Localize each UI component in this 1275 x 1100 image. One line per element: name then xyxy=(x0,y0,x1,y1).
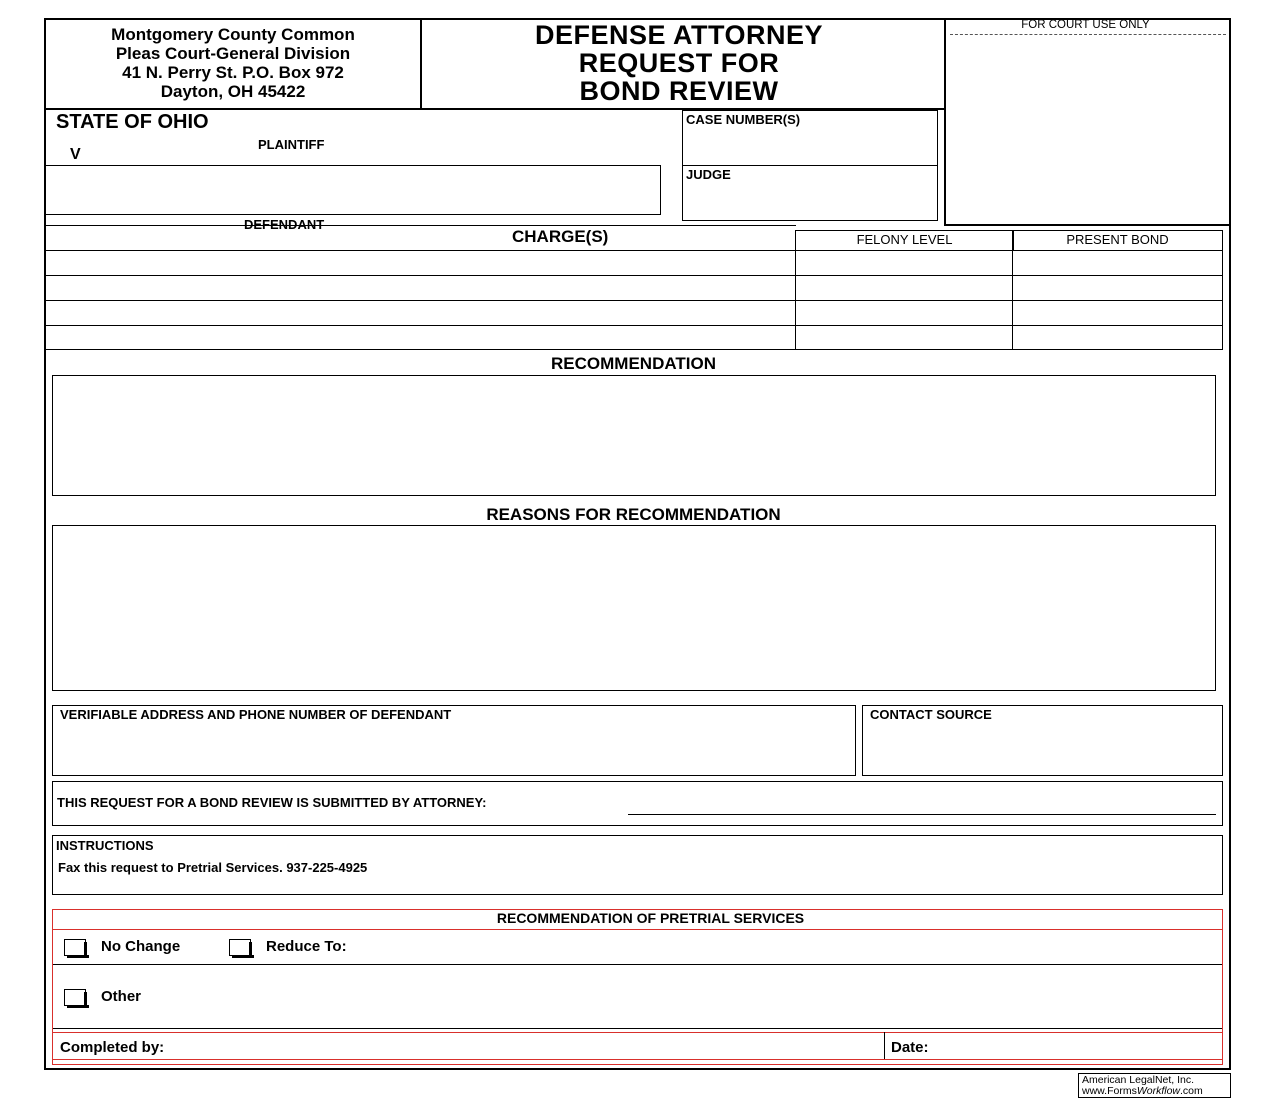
felony-cell[interactable] xyxy=(800,304,1008,324)
other-checkbox[interactable] xyxy=(64,989,86,1006)
address-phone-label: VERIFIABLE ADDRESS AND PHONE NUMBER OF DEFENDANT xyxy=(60,707,452,722)
bond-cell[interactable] xyxy=(1017,254,1217,274)
bond-cell[interactable] xyxy=(1017,304,1217,324)
court-address-line: 41 N. Perry St. P.O. Box 972 xyxy=(122,63,344,82)
charge-cell[interactable] xyxy=(50,254,790,274)
other-input[interactable] xyxy=(150,975,1210,1021)
charges-row-rule xyxy=(44,300,1223,301)
felony-cell[interactable] xyxy=(800,329,1008,349)
court-name-line-2: Pleas Court-General Division xyxy=(115,44,351,63)
court-use-divider xyxy=(950,34,1226,35)
publisher-url-part: www.Forms xyxy=(1082,1085,1137,1097)
attorney-signature-line[interactable] xyxy=(628,797,1216,815)
defendant-field[interactable] xyxy=(44,165,661,215)
pretrial-rule xyxy=(53,964,1222,965)
other-label: Other xyxy=(101,988,142,1005)
court-city-line: Dayton, OH 45422 xyxy=(160,82,306,101)
reduce-to-checkbox[interactable] xyxy=(229,939,251,956)
completed-by-label: Completed by: xyxy=(60,1039,165,1056)
charges-top-rule xyxy=(44,225,796,226)
case-number-label: CASE NUMBER(S) xyxy=(686,112,801,127)
reasons-field[interactable] xyxy=(52,525,1216,691)
pretrial-rule xyxy=(53,1028,1222,1029)
bond-cell[interactable] xyxy=(1017,279,1217,299)
versus-label: V xyxy=(70,146,81,163)
state-of-ohio: STATE OF OHIO xyxy=(56,111,209,133)
pretrial-rule xyxy=(53,1059,1222,1060)
charges-row-rule xyxy=(44,275,1223,276)
judge-label: JUDGE xyxy=(686,167,731,182)
court-name-line-1: Montgomery County Common xyxy=(111,25,355,44)
pretrial-rule xyxy=(53,929,1222,930)
contact-source-label: CONTACT SOURCE xyxy=(870,707,992,722)
form-title-line-1: DEFENSE ATTORNEY xyxy=(534,20,824,50)
attorney-submission-label: THIS REQUEST FOR A BOND REVIEW IS SUBMITTED BY ATTORNEY: xyxy=(57,795,487,810)
court-use-label: FOR COURT USE ONLY xyxy=(1021,19,1150,31)
charge-cell[interactable] xyxy=(50,329,790,349)
plaintiff-label: PLAINTIFF xyxy=(258,137,325,152)
publisher-name: American LegalNet, Inc. xyxy=(1082,1074,1195,1086)
completed-date-divider xyxy=(884,1032,885,1059)
instructions-text: Fax this request to Pretrial Services. 937-225-4925 xyxy=(58,860,368,875)
defendant-label: DEFENDANT xyxy=(244,217,325,232)
court-use-box xyxy=(944,18,1231,226)
recommendation-title: RECOMMENDATION xyxy=(551,354,716,373)
pretrial-rule xyxy=(53,1032,1222,1033)
reasons-title: REASONS FOR RECOMMENDATION xyxy=(486,505,781,524)
felony-cell[interactable] xyxy=(800,279,1008,299)
bond-cell[interactable] xyxy=(1017,329,1217,349)
charges-title: CHARGE(S) xyxy=(512,227,609,246)
no-change-label: No Change xyxy=(101,938,181,955)
recommendation-field[interactable] xyxy=(52,375,1216,496)
reduce-to-label: Reduce To: xyxy=(266,938,347,955)
publisher-url-part: .com xyxy=(1180,1085,1203,1097)
charges-col-rule xyxy=(795,250,796,350)
charge-cell[interactable] xyxy=(50,304,790,324)
instructions-label: INSTRUCTIONS xyxy=(56,838,154,853)
felony-cell[interactable] xyxy=(800,254,1008,274)
publisher-url xyxy=(1082,1085,1203,1097)
date-label: Date: xyxy=(891,1039,929,1056)
date-input[interactable] xyxy=(945,1036,1215,1058)
completed-by-input[interactable] xyxy=(195,1036,875,1058)
charges-row-rule xyxy=(44,250,1223,251)
no-change-checkbox[interactable] xyxy=(64,939,86,956)
publisher-url-part: Workflow xyxy=(1136,1085,1181,1097)
charge-cell[interactable] xyxy=(50,279,790,299)
charges-col-rule xyxy=(1012,250,1013,350)
present-bond-header: PRESENT BOND xyxy=(1066,232,1169,247)
charges-row-rule xyxy=(44,325,1223,326)
form-title-line-3: BOND REVIEW xyxy=(579,76,779,106)
pretrial-services-title: RECOMMENDATION OF PRETRIAL SERVICES xyxy=(496,910,805,926)
form-title-line-2: REQUEST FOR xyxy=(578,48,780,78)
reduce-to-input[interactable] xyxy=(372,936,1212,958)
felony-level-header: FELONY LEVEL xyxy=(856,232,953,247)
